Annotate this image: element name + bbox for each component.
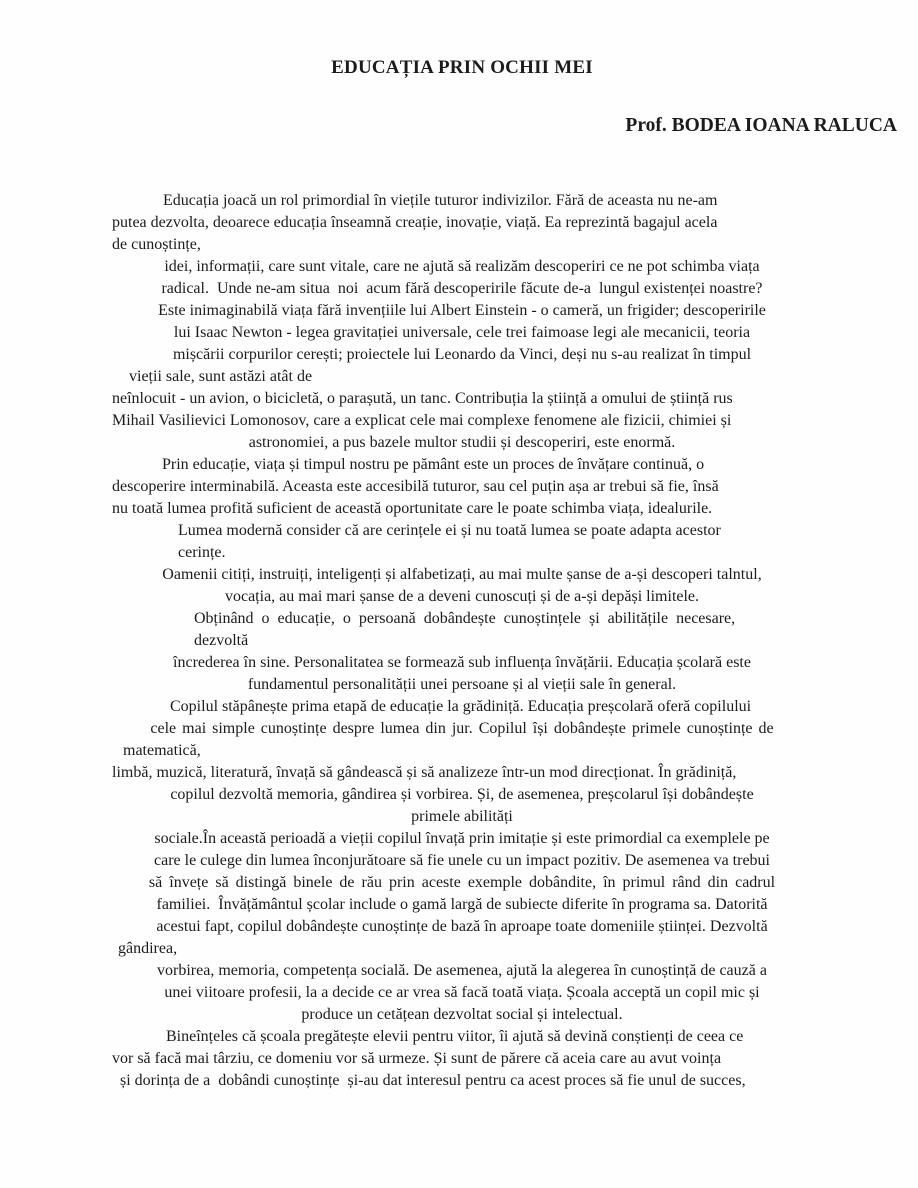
text-line: Prin educație, viața și timpul nostru pe pământ este un proces de învățare continuă, o: [162, 456, 705, 473]
text-line: vorbirea, memoria, competența socială. De asemenea, ajută la alegerea în cunoștință de cauză a: [157, 962, 767, 979]
text-line: și dorința de a dobândi cunoștințe și-au dat interesul pentru ca acest proces să fie unul de succes,: [120, 1072, 746, 1089]
text-line: acestui fapt, copilul dobândește cunoștințe de bază în aproape toate domeniile științei. Dezvoltă: [156, 918, 768, 935]
text-line: unei viitoare profesii, la a decide ce ar vrea să facă toată viața. Școala acceptă un copil mic și: [164, 984, 760, 1001]
text-line: familiei. Învățământul școlar include o gamă largă de subiecte diferite în programa sa. Datorită: [156, 896, 768, 913]
text-line: Bineînțeles că școala pregătește elevii pentru viitor, îi ajută să devină conștienți de ceea ce: [166, 1028, 744, 1045]
text-line: idei, informații, care sunt vitale, care ne ajută să realizăm descoperiri ce ne pot schimba viața: [164, 258, 760, 275]
text-line: radical. Unde ne-am situa noi acum fără descoperirile făcute de-a lungul existenței noastre?: [161, 280, 763, 297]
text-line: mișcării corpurilor cerești; proiectele lui Leonardo da Vinci, deși nu s-au realizat în timpul: [172, 346, 752, 363]
text-line: copilul dezvoltă memoria, gândirea și vorbirea. Și, de asemenea, preșcolarul își dobândește: [170, 786, 754, 803]
text-line: care le culege din lumea înconjurătoare să fie unele cu un impact pozitiv. De asemenea va trebui: [153, 852, 770, 869]
document-body: [112, 190, 812, 1092]
text-line: vocația, au mai mari șanse de a deveni cunoscuți și de a-și depăși limitele.: [224, 588, 700, 605]
text-line: fundamentul personalității unei persoane și al vieții sale în general.: [247, 676, 677, 693]
text-line: Mihail Vasilievici Lomonosov, care a explicat cele mai complexe fenomene ale fizicii, chimiei și: [112, 412, 732, 429]
text-line: vieții sale, sunt astăzi atât de: [129, 368, 313, 385]
text-line: Este inimaginabilă viața fără invențiile lui Albert Einstein - o cameră, un frigider; descoperirile: [158, 302, 766, 319]
text-line: descoperire interminabilă. Aceasta este accesibilă tuturor, sau cel puțin așa ar trebui să fie, însă: [112, 478, 719, 495]
text-line: să învețe să distingă binele de rău prin aceste exemple dobândite, în primul rând din cadrul: [148, 874, 776, 891]
text-line: Obținând o educație, o persoană dobândește cunoștințele și abilitățile necesare,: [194, 610, 736, 627]
text-line: sociale.În această perioadă a vieții copilul învață prin imitație și este primordial ca exemplele pe: [154, 830, 770, 847]
text-line: Educația joacă un rol primordial în viețile tuturor indivizilor. Fără de aceasta nu ne-am: [163, 192, 718, 209]
text-line: dezvoltă: [194, 632, 249, 649]
text-line: lui Isaac Newton - legea gravitației universale, cele trei faimoase legi ale mecanicii, teoria: [173, 324, 751, 341]
text-line: Copilul stăpânește prima etapă de educație la grădiniță. Educația preșcolară oferă copilului: [170, 698, 752, 715]
text-line: cele mai simple cunoștințe despre lumea din jur. Copilul își dobândește primele cunoștințe de: [150, 720, 774, 737]
text-line: produce un cetățean dezvoltat social și intelectual.: [301, 1006, 623, 1023]
text-line: nu toată lumea profită suficient de această oportunitate care le poate schimba viața, idealurile.: [112, 500, 713, 517]
text-line: primele abilități: [411, 808, 513, 825]
document-author: Prof. BODEA IOANA RALUCA: [625, 115, 897, 136]
text-line: neînlocuit - un avion, o bicicletă, o parașută, un tanc. Contribuția la știință a omului de știință rus: [112, 390, 733, 407]
text-line: limbă, muzică, literatură, învață să gândească și să analizeze într-un mod direcționat. În grădiniță,: [112, 764, 737, 781]
document-title: EDUCAȚIA PRIN OCHII MEI: [331, 57, 593, 78]
text-line: încrederea în sine. Personalitatea se formează sub influența învățării. Educația școlară este: [173, 654, 751, 671]
text-line: Lumea modernă consider că are cerințele ei și nu toată lumea se poate adapta acestor: [178, 522, 721, 539]
text-line: astronomiei, a pus bazele multor studii și descoperiri, este enormă.: [248, 434, 676, 451]
text-line: cerințe.: [178, 544, 226, 561]
text-line: matematică,: [123, 742, 201, 759]
text-line: putea dezvolta, deoarece educația înseamnă creație, inovație, viață. Ea reprezintă bagajul acela: [112, 214, 718, 231]
text-line: gândirea,: [118, 940, 178, 957]
text-line: Oamenii citiți, instruiți, inteligenți și alfabetizați, au mai multe șanse de a-și descoperi talntul,: [162, 566, 762, 583]
text-line: vor să facă mai târziu, ce domeniu vor să urmeze. Și sunt de părere că aceia care au avut voința: [112, 1050, 722, 1067]
text-line: de cunoștințe,: [112, 236, 201, 253]
